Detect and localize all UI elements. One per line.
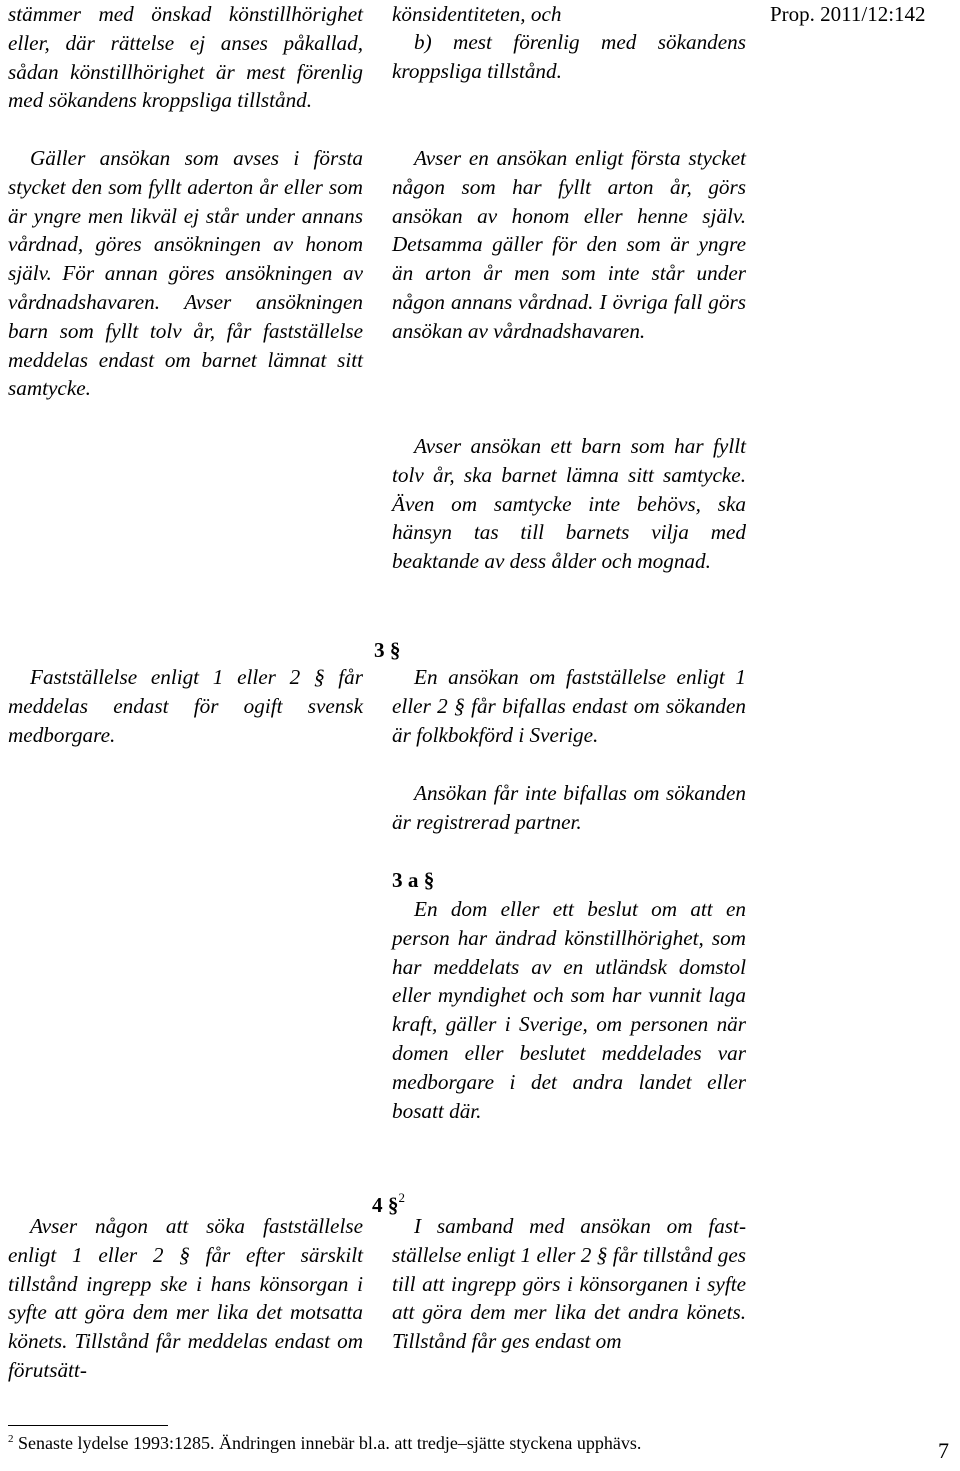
- new-section-3-paragraph-2: Ansökan får inte bifallas om sökanden är registrerad partner.: [392, 781, 746, 834]
- page-number: 7: [938, 1438, 949, 1463]
- footnote-mark: 2: [8, 1433, 14, 1445]
- footnote-divider: [8, 1425, 168, 1426]
- section-3a-heading: 3 a §: [392, 868, 435, 892]
- new-line-1: könsidentiteten, och: [392, 2, 562, 26]
- new-line-2: b) mest förenlig med sökandens kroppsliga tillstånd.: [392, 30, 746, 83]
- section-4-label: 4 §: [372, 1193, 399, 1218]
- old-paragraph-1: stämmer med önskad könstillhörighet eller, där rättelse ej anses påkallad, sådan könstillhörighet är mest förenlig med sökandens kroppsliga tillstånd.: [8, 2, 363, 113]
- footnote-reference: 2: [398, 1190, 405, 1205]
- old-section-4-paragraph: Avser någon att söka fastställelse enligt 1 eller 2 § får efter särskilt tillstånd ingrepp ske i hans könsorgan i syfte att göra dem mer lika det motsatta könets. Tillstånd får meddelas endast om förutsätt-: [8, 1214, 363, 1382]
- section-3-heading: 3 §: [374, 638, 401, 662]
- footnote-text: Senaste lydelse 1993:1285. Ändringen innebär bl.a. att tredje–sjätte styckena upphävs.: [13, 1433, 642, 1453]
- new-section-4-paragraph: I samband med ansökan om fastställelse enligt 1 eller 2 § får tillstånd ges till att ingrepp görs i könsorganen i syfte att göra dem mer lika det andra könets. Tillstånd får ges endast om: [392, 1214, 746, 1354]
- running-header: Prop. 2011/12:142: [770, 2, 926, 26]
- footnote: [8, 1428, 641, 1454]
- new-section-3a-paragraph: En dom eller ett beslut om att en person har ändrad könstillhörighet, som har meddelats av en utländsk domstol eller myndighet och som har vunnit laga kraft, gäller i Sverige, om personen när domen eller beslutet meddelades var medborgare i det andra landet eller bosatt där.: [392, 897, 746, 1123]
- old-section-3-paragraph: Fastställelse enligt 1 eller 2 § får meddelas endast för ogift svensk medborgare.: [8, 665, 363, 747]
- new-paragraph-2: Avser en ansökan enligt första stycket någon som har fyllt arton år, görs ansökan av honom eller henne själv. Detsamma gäller för den som är yngre än arton år men som inte står under någon annans vårdnad. I övriga fall görs ansökan av vårdnadshavaren.: [392, 146, 746, 343]
- new-section-3-paragraph-1: En ansökan om fastställelse enligt 1 eller 2 § får bifallas endast om sökanden är folkbokförd i Sverige.: [392, 665, 746, 747]
- new-paragraph-3: Avser ansökan ett barn som har fyllt tolv år, ska barnet lämna sitt samtycke. Även om samtycke inte behövs, ska hänsyn tas till barnets vilja med beaktande av dess ålder och mognad.: [392, 434, 746, 574]
- old-paragraph-2: Gäller ansökan som avses i första stycket den som fyllt aderton år eller som är yngre men likväl ej står under annans vårdnad, göres ansökningen av honom själv. För annan göres ansökningen av vårdnadshavaren. Avser ansökningen barn som fyllt tolv år, får fastställelse meddelas endast om barnet lämnat sitt samtycke.: [8, 146, 363, 401]
